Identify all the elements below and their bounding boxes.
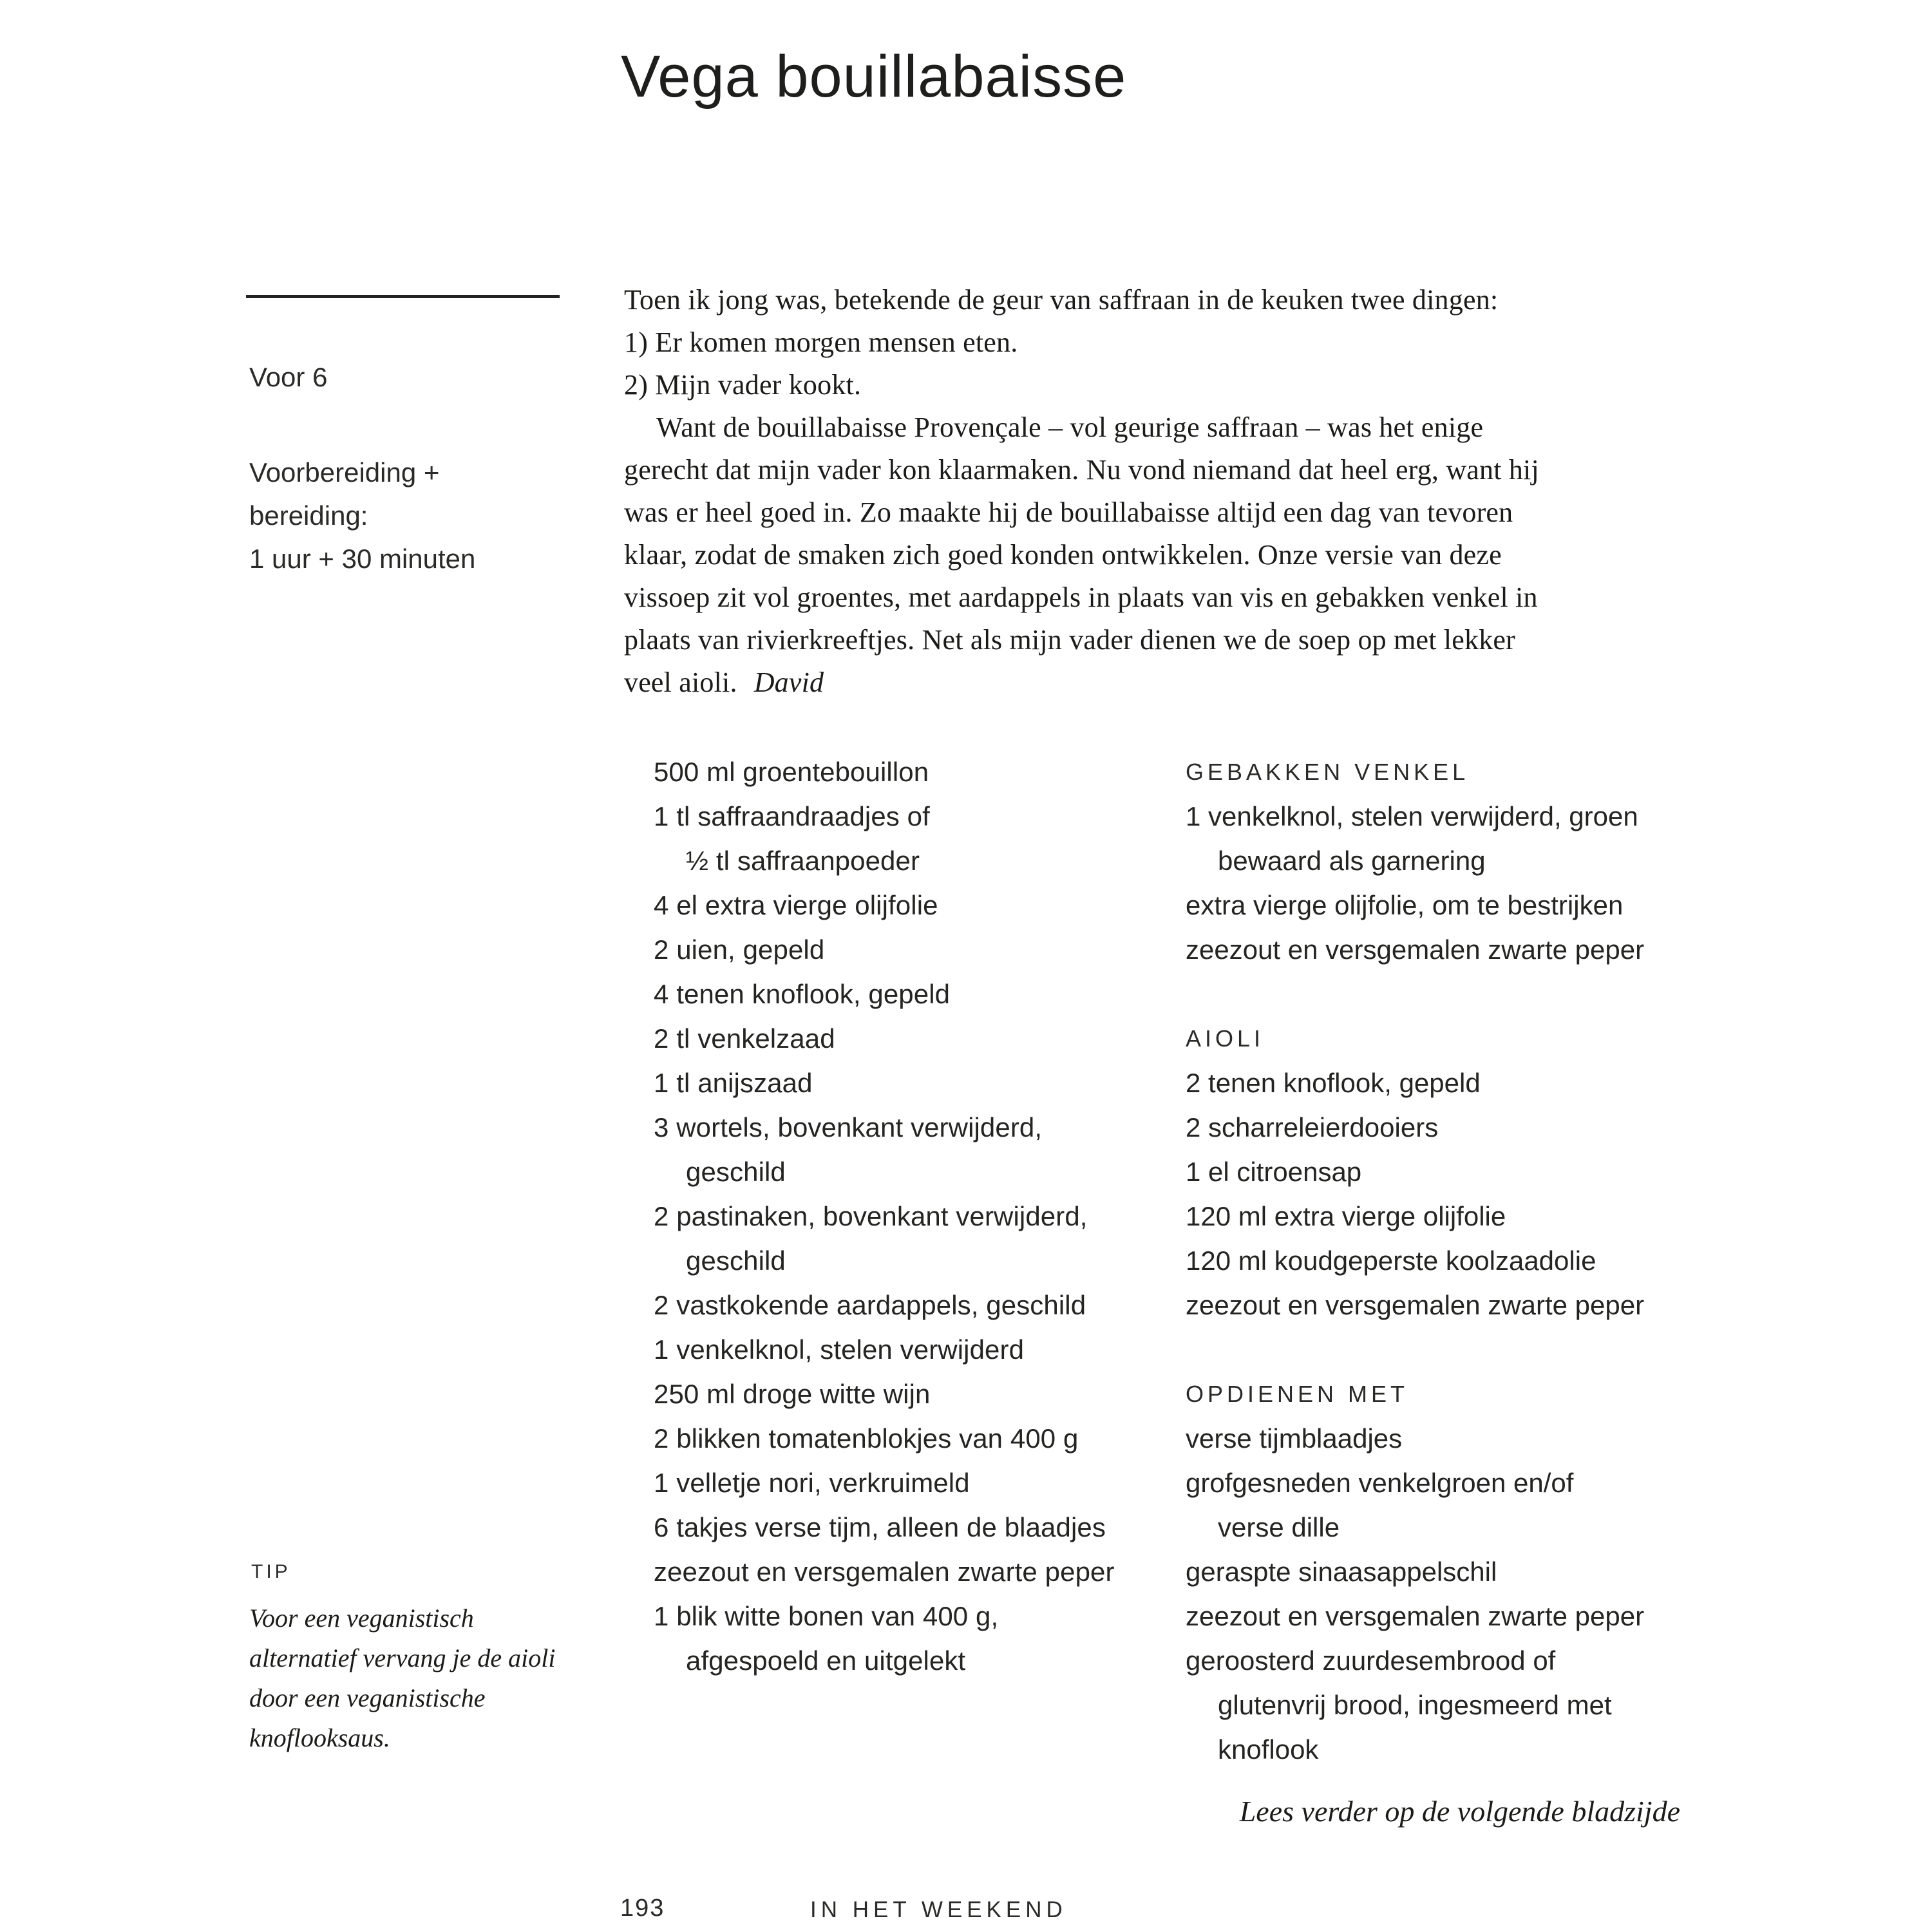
text-line: 2) Mijn vader kookt.	[624, 369, 862, 401]
text-line: 2 uien, gepeld	[654, 934, 825, 965]
ingredient-group-aioli	[1186, 1016, 1644, 1327]
intro-lines	[624, 279, 1719, 661]
text-line: 2 scharreleierdooiers	[1186, 1112, 1439, 1142]
text-line: 2 tl venkelzaad	[654, 1023, 835, 1054]
text-line: 120 ml koudgeperste koolzaadolie	[1186, 1245, 1596, 1276]
ingredient-group-gebakken-venkel	[1186, 750, 1644, 972]
text-line: zeezout en versgemalen zwarte peper	[654, 1557, 1115, 1587]
text-line: zeezout en versgemalen zwarte peper	[1186, 934, 1645, 965]
text-line: 1 el citroensap	[1186, 1157, 1362, 1187]
ingredient-group-items	[1186, 1061, 1644, 1327]
text-line: Voorbereiding +	[249, 457, 440, 488]
ingredient-group-header: GEBAKKEN VENKEL	[1186, 759, 1470, 785]
text-line: ½ tl saffraanpoeder	[686, 846, 920, 876]
ingredient-group-items	[1186, 794, 1644, 972]
text-line: klaar, zodat de smaken zich goed konden ontwikkelen. Onze versie van deze	[624, 539, 1502, 571]
text-line: vissoep zit vol groentes, met aardappels in plaats van vis en gebakken venkel in	[624, 582, 1538, 613]
text-line: afgespoeld en uitgelekt	[686, 1645, 966, 1676]
servings-label: Voor 6	[249, 362, 328, 392]
text-line: extra vierge olijfolie, om te bestrijken	[1186, 890, 1624, 920]
intro-closing-line	[624, 661, 1719, 704]
text-line: 1 velletje nori, verkruimeld	[654, 1468, 970, 1498]
tip-label: TIP	[251, 1561, 291, 1582]
text-line: plaats van rivierkreeftjes. Net als mijn vader dienen we de soep op met lekker	[624, 624, 1515, 656]
text-line: 6 takjes verse tijm, alleen de blaadjes	[654, 1512, 1106, 1542]
ingredient-group-opdienen-met	[1186, 1372, 1644, 1772]
text-line: 1 tl anijszaad	[654, 1068, 813, 1098]
text-line: 2 blikken tomatenblokjes van 400 g	[654, 1423, 1079, 1454]
text-line: geraspte sinaasappelschil	[1186, 1557, 1497, 1587]
text-line: alternatief vervang je de aioli	[249, 1643, 556, 1672]
prep-time-block	[249, 451, 475, 580]
text-line: 3 wortels, bovenkant verwijderd,	[654, 1112, 1043, 1142]
author-signature: David	[753, 667, 824, 698]
text-line: grofgesneden venkelgroen en/of	[1186, 1468, 1574, 1498]
text-line: Want de bouillabaisse Provençale – vol geurige saffraan – was het enige	[656, 412, 1484, 443]
text-line: 250 ml droge witte wijn	[654, 1379, 931, 1409]
text-line: 1 venkelknol, stelen verwijderd	[654, 1334, 1025, 1365]
text-line: 1 uur + 30 minuten	[249, 544, 476, 574]
text-line: 1) Er komen morgen mensen eten.	[624, 327, 1018, 358]
text-line: 1 venkelknol, stelen verwijderd, groen	[1186, 801, 1638, 831]
text-line: bewaard als garnering	[1218, 846, 1486, 876]
text-line: 2 pastinaken, bovenkant verwijderd,	[654, 1201, 1088, 1231]
text-line: verse dille	[1218, 1512, 1340, 1542]
text-line: geroosterd zuurdesembrood of	[1186, 1645, 1556, 1676]
intro-closing-text: veel aioli.	[624, 667, 737, 698]
text-line: Voor een veganistisch	[249, 1604, 474, 1633]
text-line: bereiding:	[249, 500, 368, 531]
text-line: 1 tl saffraandraadjes of	[654, 801, 930, 831]
text-line: gerecht dat mijn vader kon klaarmaken. Nu vond niemand dat heel erg, want hij	[624, 454, 1539, 486]
text-line: knoflook	[1218, 1734, 1319, 1765]
text-line: 2 vastkokende aardappels, geschild	[654, 1290, 1086, 1320]
text-line: geschild	[686, 1245, 786, 1276]
recipe-title: Vega bouillabaisse	[621, 43, 1127, 109]
text-line: 4 tenen knoflook, gepeld	[654, 979, 951, 1009]
text-line: glutenvrij brood, ingesmeerd met	[1218, 1690, 1612, 1720]
running-footer-chapter: IN HET WEEKEND	[810, 1897, 1067, 1922]
intro-paragraph	[624, 279, 1719, 704]
text-line: verse tijmblaadjes	[1186, 1423, 1403, 1454]
continue-note: Lees verder op de volgende bladzijde	[1239, 1795, 1680, 1828]
text-line: was er heel goed in. Zo maakte hij de bouillabaisse altijd een dag van tevoren	[624, 497, 1513, 528]
text-line: knoflooksaus.	[249, 1723, 390, 1752]
text-line: geschild	[686, 1157, 786, 1187]
text-line: 1 blik witte bonen van 400 g,	[654, 1601, 999, 1631]
page-number: 193	[620, 1895, 665, 1922]
tip-text	[249, 1598, 555, 1758]
ingredient-group-header: AIOLI	[1186, 1025, 1265, 1052]
text-line: Toen ik jong was, betekende de geur van saffraan in de keuken twee dingen:	[624, 284, 1499, 316]
text-line: zeezout en versgemalen zwarte peper	[1186, 1290, 1645, 1320]
ingredient-group-items	[1186, 1416, 1644, 1772]
ingredient-group-header: OPDIENEN MET	[1186, 1381, 1409, 1407]
text-line: zeezout en versgemalen zwarte peper	[1186, 1601, 1645, 1631]
text-line: 500 ml groentebouillon	[654, 757, 929, 787]
text-line: 2 tenen knoflook, gepeld	[1186, 1068, 1481, 1098]
text-line: 4 el extra vierge olijfolie	[654, 890, 938, 920]
ingredient-list-main	[654, 750, 1115, 1683]
text-line: 120 ml extra vierge olijfolie	[1186, 1201, 1506, 1231]
sidebar-divider-rule	[246, 295, 560, 298]
text-line: door een veganistische	[249, 1683, 486, 1712]
